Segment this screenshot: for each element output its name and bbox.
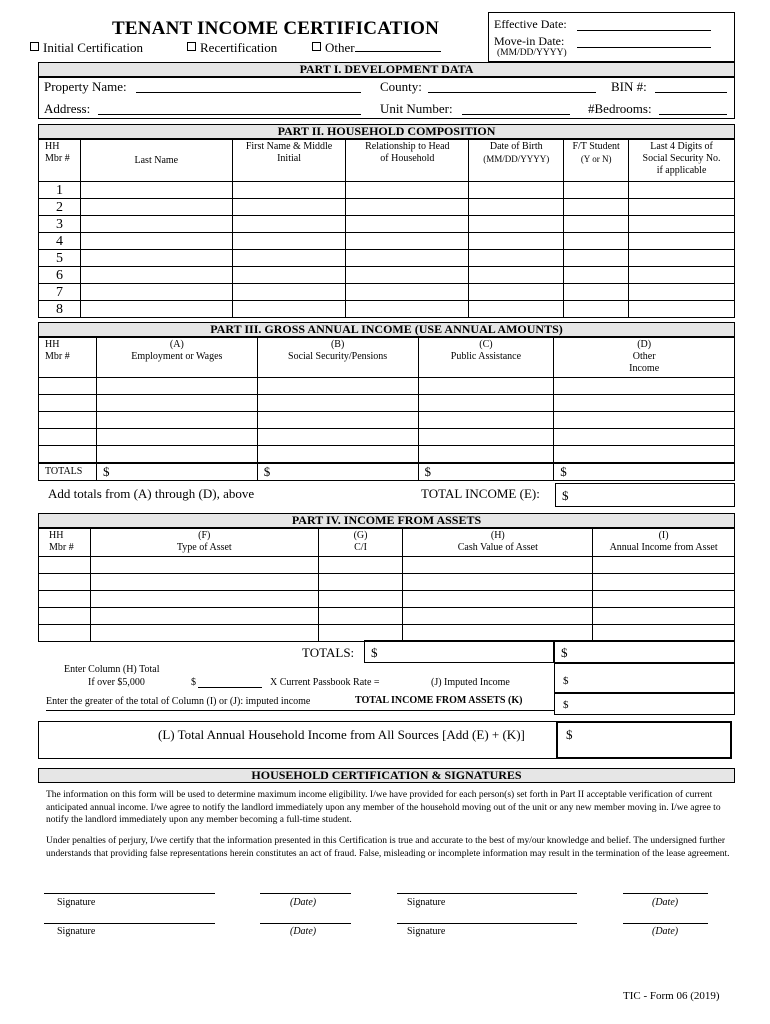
table-header-row [39, 140, 735, 182]
table-row [39, 557, 735, 574]
cell[interactable] [80, 182, 232, 199]
row-number: 2 [39, 199, 81, 216]
bin-label: BIN #: [611, 79, 647, 94]
col-g: (G) C/I [318, 529, 403, 557]
cell[interactable] [346, 267, 469, 284]
part2-title: PART II. HOUSEHOLD COMPOSITION [38, 124, 735, 139]
dates-box [488, 12, 735, 62]
cell[interactable] [469, 301, 564, 318]
date-label: (Date) [290, 897, 317, 908]
cell[interactable] [90, 608, 318, 625]
cell[interactable] [318, 608, 403, 625]
table-row [39, 395, 735, 412]
effective-date-label: Effective Date: [494, 17, 567, 31]
cell[interactable] [629, 182, 735, 199]
cell[interactable] [469, 216, 564, 233]
cell[interactable] [629, 267, 735, 284]
table-row [39, 608, 735, 625]
cell[interactable] [469, 250, 564, 267]
divider [46, 710, 554, 711]
move-in-date-field[interactable] [577, 47, 711, 48]
row-number: 5 [39, 250, 81, 267]
cell[interactable] [554, 395, 735, 412]
cell[interactable] [232, 216, 346, 233]
cell[interactable] [554, 429, 735, 446]
cell[interactable] [403, 608, 593, 625]
cell[interactable] [418, 378, 554, 395]
imputed-income-label: (J) Imputed Income [431, 677, 510, 688]
recertification-label: Recertification [200, 40, 278, 55]
cell[interactable] [39, 608, 91, 625]
unit-number-field[interactable] [462, 114, 570, 115]
table-row [39, 591, 735, 608]
cell[interactable] [418, 446, 554, 463]
address-label: Address: [44, 101, 91, 116]
cell[interactable] [257, 412, 418, 429]
col-ft-student: F/T Student (Y or N) [564, 140, 629, 182]
cell[interactable] [564, 250, 629, 267]
row-number: 1 [39, 182, 81, 199]
cell[interactable] [39, 591, 91, 608]
date-label: (Date) [652, 897, 679, 908]
col-hh-mbr: HH Mbr # [39, 140, 81, 182]
cell[interactable] [403, 591, 593, 608]
other-field[interactable] [355, 51, 441, 52]
table-row [39, 267, 735, 284]
enter-greater-label: Enter the greater of the total of Column (I) or (J): imputed income [46, 696, 311, 707]
total-income-e-field[interactable]: $ [555, 483, 735, 507]
cell[interactable] [39, 395, 97, 412]
cell[interactable] [232, 199, 346, 216]
col-relationship: Relationship to Head of Household [346, 140, 469, 182]
date-line[interactable] [260, 923, 351, 924]
cell[interactable] [469, 284, 564, 301]
table-row [39, 574, 735, 591]
part4-title: PART IV. INCOME FROM ASSETS [38, 513, 735, 528]
table-row [39, 182, 735, 199]
table-header-row [39, 529, 735, 557]
col-hh-mbr: HH Mbr # [39, 529, 91, 557]
move-in-date-label: Move-in Date: [494, 34, 565, 48]
signatures-title: HOUSEHOLD CERTIFICATION & SIGNATURES [38, 768, 735, 783]
cell[interactable] [96, 395, 257, 412]
col-f: (F) Type of Asset [90, 529, 318, 557]
total-annual-l-field[interactable]: $ [557, 721, 732, 759]
cell[interactable] [629, 250, 735, 267]
bin-field[interactable] [655, 92, 727, 93]
cell[interactable] [564, 233, 629, 250]
col-h-total-dollar: $ [191, 677, 196, 688]
col-i: (I) Annual Income from Asset [593, 529, 735, 557]
other-label: Other [325, 40, 355, 55]
table-row [39, 216, 735, 233]
signature-line[interactable] [44, 923, 215, 924]
col-b: (B) Social Security/Pensions [257, 338, 418, 378]
cell[interactable] [629, 301, 735, 318]
table-row [39, 301, 735, 318]
date-format-hint: (MM/DD/YYYY) [497, 48, 567, 58]
cell[interactable] [629, 233, 735, 250]
cell[interactable] [346, 233, 469, 250]
cell[interactable] [257, 429, 418, 446]
signature-label: Signature [407, 897, 446, 908]
household-composition-table [38, 139, 735, 318]
cell[interactable] [232, 301, 346, 318]
eligibility-paragraph: The information on this form will be used to determine maximum income eligibility. I/we have provided for each person(s) set forth in Part II acceptable verification of current anticipated annual income. I/we agree to notify the landlord immediately upon any member of the household moving out of the unit or any new member moving in. I/we agree to notify the landlord immediately upon any member becoming a full-time student. [46, 790, 721, 825]
table-row [39, 199, 735, 216]
row-number: 3 [39, 216, 81, 233]
cell[interactable] [232, 267, 346, 284]
total-c-field[interactable]: $ [418, 463, 554, 481]
imputed-income-field[interactable]: $ [554, 663, 735, 693]
table-row [39, 250, 735, 267]
cell[interactable] [403, 574, 593, 591]
part1-title: PART I. DEVELOPMENT DATA [38, 62, 735, 77]
divider [38, 641, 367, 642]
col-ssn: Last 4 Digits of Social Security No. if applicable [629, 140, 735, 182]
cell[interactable] [39, 557, 91, 574]
col-h-total-field[interactable] [198, 687, 262, 688]
cell[interactable] [403, 557, 593, 574]
table-row [39, 446, 735, 463]
table-row [39, 625, 735, 642]
cell[interactable] [318, 625, 403, 642]
property-name-label: Property Name: [44, 79, 127, 94]
cell[interactable] [80, 199, 232, 216]
date-line[interactable] [623, 923, 708, 924]
checkbox-icon[interactable] [30, 42, 39, 51]
cell[interactable] [39, 378, 97, 395]
cell[interactable] [80, 216, 232, 233]
date-line[interactable] [623, 893, 708, 894]
cell[interactable] [629, 199, 735, 216]
cell[interactable] [346, 199, 469, 216]
cell[interactable] [39, 412, 97, 429]
col-last-name: Last Name [80, 140, 232, 182]
signature-line[interactable] [397, 893, 577, 894]
table-row [39, 429, 735, 446]
cell[interactable] [318, 557, 403, 574]
col-a: (A) Employment or Wages [96, 338, 257, 378]
cell[interactable] [39, 446, 97, 463]
cell[interactable] [469, 267, 564, 284]
perjury-paragraph: Under penalties of perjury, I/we certify that the information presented in this Certification is true and accurate to the best of my/our knowledge and belief. The undersigned further understands that providing false representations herein constitutes an act of fraud. False, misleading or incomplete information may result in the termination of the lease agreement. [46, 836, 730, 859]
passbook-rate-label: X Current Passbook Rate = [270, 677, 380, 688]
cell[interactable] [346, 250, 469, 267]
row-number: 7 [39, 284, 81, 301]
cell[interactable] [564, 182, 629, 199]
totals-row [39, 463, 735, 481]
address-field[interactable] [98, 114, 361, 115]
col-first-name: First Name & Middle Initial [232, 140, 346, 182]
form-title: TENANT INCOME CERTIFICATION [112, 18, 440, 39]
col-h: (H) Cash Value of Asset [403, 529, 593, 557]
signature-label: Signature [57, 897, 96, 908]
col-dob: Date of Birth (MM/DD/YYYY) [469, 140, 564, 182]
cell[interactable] [418, 395, 554, 412]
cell[interactable] [564, 267, 629, 284]
cell[interactable] [90, 574, 318, 591]
cell[interactable] [232, 284, 346, 301]
recertification-option[interactable] [187, 40, 277, 56]
cell[interactable] [346, 182, 469, 199]
table-row [39, 233, 735, 250]
cell[interactable] [554, 446, 735, 463]
cell[interactable] [403, 625, 593, 642]
bedrooms-field[interactable] [659, 114, 727, 115]
cell[interactable] [80, 284, 232, 301]
cell[interactable] [418, 429, 554, 446]
cell[interactable] [418, 412, 554, 429]
cell[interactable] [346, 216, 469, 233]
gross-income-table [38, 337, 735, 481]
col-hh-mbr: HH Mbr # [39, 338, 97, 378]
cell[interactable] [90, 557, 318, 574]
asset-totals-label: TOTALS: [302, 645, 355, 660]
col-d: (D) Other Income [554, 338, 735, 378]
cell[interactable] [90, 591, 318, 608]
over-5000-label: If over $5,000 [88, 677, 145, 688]
cell[interactable] [80, 267, 232, 284]
initial-certification-option[interactable] [30, 40, 143, 56]
initial-certification-label: Initial Certification [43, 40, 143, 55]
part3-title: PART III. GROSS ANNUAL INCOME (USE ANNUAL AMOUNTS) [38, 322, 735, 337]
total-income-e-label: TOTAL INCOME (E): [421, 486, 540, 501]
cell[interactable] [232, 182, 346, 199]
date-label: (Date) [652, 926, 679, 937]
checkbox-icon[interactable] [312, 42, 321, 51]
cell[interactable] [39, 625, 91, 642]
property-name-field[interactable] [136, 92, 361, 93]
total-assets-label: TOTAL INCOME FROM ASSETS (K) [355, 695, 523, 706]
col-c: (C) Public Assistance [418, 338, 554, 378]
assets-table [38, 528, 735, 642]
bedrooms-label: #Bedrooms: [588, 101, 652, 116]
row-number: 8 [39, 301, 81, 318]
cell[interactable] [232, 250, 346, 267]
cell[interactable] [96, 412, 257, 429]
county-field[interactable] [428, 92, 596, 93]
county-label: County: [380, 79, 422, 94]
enter-col-h-label: Enter Column (H) Total [64, 664, 160, 675]
cell[interactable] [346, 284, 469, 301]
signature-line[interactable] [397, 923, 577, 924]
cell[interactable] [318, 591, 403, 608]
cell[interactable] [629, 284, 735, 301]
cell[interactable] [80, 250, 232, 267]
other-option[interactable] [312, 40, 441, 56]
total-d-field[interactable]: $ [554, 463, 735, 481]
add-totals-label: Add totals from (A) through (D), above [48, 486, 255, 501]
cell[interactable] [257, 395, 418, 412]
form-number: TIC - Form 06 (2019) [623, 990, 720, 1002]
cell[interactable] [318, 574, 403, 591]
cell[interactable] [257, 378, 418, 395]
cell[interactable] [593, 591, 735, 608]
cell[interactable] [469, 199, 564, 216]
cell[interactable] [593, 608, 735, 625]
signature-label: Signature [407, 926, 446, 937]
cell[interactable] [469, 233, 564, 250]
total-annual-label: (L) Total Annual Household Income from All Sources [Add (E) + (K)] [158, 727, 525, 742]
cell[interactable] [96, 446, 257, 463]
signature-label: Signature [57, 926, 96, 937]
cell[interactable] [257, 446, 418, 463]
total-a-field[interactable]: $ [96, 463, 257, 481]
cell[interactable] [80, 301, 232, 318]
cell[interactable] [346, 301, 469, 318]
table-row [39, 412, 735, 429]
cell[interactable] [90, 625, 318, 642]
unit-number-label: Unit Number: [380, 101, 453, 116]
signature-line[interactable] [44, 893, 215, 894]
table-row [39, 284, 735, 301]
cell[interactable] [564, 301, 629, 318]
cell[interactable] [469, 182, 564, 199]
cell[interactable] [564, 199, 629, 216]
cell[interactable] [554, 412, 735, 429]
date-label: (Date) [290, 926, 317, 937]
total-assets-k-field[interactable]: $ [554, 693, 735, 715]
cell[interactable] [232, 233, 346, 250]
total-h-field[interactable]: $ [364, 640, 554, 663]
checkbox-icon[interactable] [187, 42, 196, 51]
cell[interactable] [593, 557, 735, 574]
table-row [39, 378, 735, 395]
totals-label: TOTALS [39, 463, 97, 481]
cell[interactable] [564, 284, 629, 301]
date-line[interactable] [260, 893, 351, 894]
row-number: 6 [39, 267, 81, 284]
cell[interactable] [593, 625, 735, 642]
cell[interactable] [39, 574, 91, 591]
cell[interactable] [80, 233, 232, 250]
cell[interactable] [629, 216, 735, 233]
table-header-row [39, 338, 735, 378]
cell[interactable] [593, 574, 735, 591]
cell[interactable] [39, 429, 97, 446]
cell[interactable] [96, 378, 257, 395]
cell[interactable] [564, 216, 629, 233]
effective-date-field[interactable] [577, 30, 711, 31]
total-i-field[interactable]: $ [554, 640, 735, 663]
total-b-field[interactable]: $ [257, 463, 418, 481]
cell[interactable] [96, 429, 257, 446]
cell[interactable] [554, 378, 735, 395]
row-number: 4 [39, 233, 81, 250]
